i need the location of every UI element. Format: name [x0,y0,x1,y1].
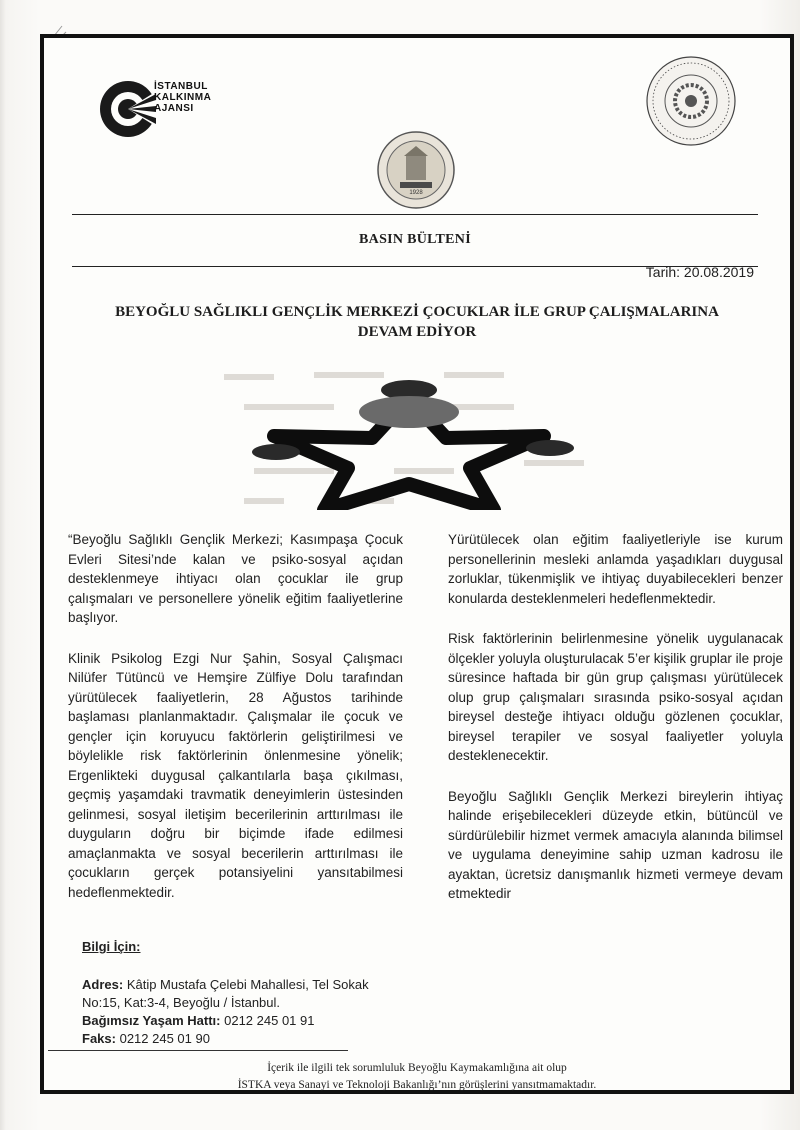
contact-fax [82,1030,422,1048]
contact-address [82,976,422,994]
body-left-column [68,530,403,923]
hotline-value: 0212 245 01 91 [224,1013,315,1028]
contact-hotline [82,1012,422,1030]
body-paragraph: Beyoğlu Sağlıklı Gençlik Merkezi bireylerin ihtiyaç halinde erişebilecekleri düzeyde etkin, bütüncül ve sürdürülebilir hizmet vermek amacıyla alanında bilimsel ve uygulama deneyimine sahip uzman kadrosu ile ayaktan, ücretsiz danışmanlık hizmeti vermeye devam etmektedir [448,788,783,901]
contact-title: Bilgi İçin: [82,939,141,954]
fax-label: Faks: [82,1031,116,1046]
agency-logo-text [154,81,212,114]
body-paragraph: “Beyoğlu Sağlıklı Gençlik Merkezi; Kasımpaşa Çocuk Evleri Sitesi’nde kalan ve psiko-sosyal açıdan desteklenmeye ihtiyacı olan çocuklar ile grup çalışmaları ve personellere yönelik eğitim faaliyetlerine başlıyor. [68,532,403,625]
body-paragraph: Yürütülecek olan eğitim faaliyetleriyle ise kurum personellerinin mesleki anlamda yaşadıkları duygusal zorluklar, tükenmişlik ve ihtiyaç duyabilecekleri benzer konularda desteklenmeleri hedeflenmektedir. [448,532,783,606]
group-star-illustration [194,360,624,510]
document-frame [40,34,794,1094]
body-right-column [448,530,783,925]
body-paragraph: Risk faktörlerinin belirlenmesine yönelik uygulanacak ölçekler yoluyla oluşturulacak 5’er kişilik gruplar ile proje süresince haftada bir gün grup çalışması yürütülecek olup grup çalışmaları sırasında psiko-sosyal açıdan bireysel desteğe ihtiyacı olduğu gözlenen çocuklar, bireysel terapiler ve sosyal faaliyetler yoluyla desteklenecektir. [448,631,783,763]
address-label: Adres: [82,977,124,992]
disclaimer-line-1: İçerik ile ilgili tek sorumluluk Beyoğlu Kaymakamlığına ait olup [267,1062,567,1074]
body-paragraph: Klinik Psikolog Ezgi Nur Şahin, Sosyal Çalışmacı Nilüfer Tütüncü ve Hemşire Zülfiye Dolu tarafından yürütülecek faaliyetlerin, 28 Ağustos tarihinde başlaması planlanmaktadır. Çalışmalar ile çocuk ve gençler için koruyucu faktörlerin geliştirilmesi ve böylelikle risk faktörlerinin önlenmesine yönelik; Ergenlikteki duygusal çalkantılarla başa çıkılması, geçmiş yaşamdaki travmatik deneyimlerin üstesinden gelinmesi, sosyal iletişim becerilerinin arttırılması ile duyguların doğru bir biçimde ifade edilmesi amaçlanmakta ve sosyal becerilerin arttırılması ile çocukların gerçek potansiyelini yansıtabilmesi hedeflenmektedir. [68,650,403,900]
footer-rule [48,1050,348,1051]
contact-info [82,938,422,1048]
agency-logo-line-3: AJANSI [154,103,194,114]
seal-year: 1928 [409,190,423,196]
fax-value: 0212 245 01 90 [119,1031,210,1046]
disclaimer-line-2: İSTKA veya Sanayi ve Teknoloji Bakanlığı’nın görüşlerini yansıtmamaktadır. [237,1079,597,1091]
address-line-2: No:15, Kat:3-4, Beyoğlu / İstanbul. [82,995,281,1010]
beyoglu-kaymakamligi-seal [376,130,456,210]
star-figure [252,380,574,510]
headline-line-2: DEVAM EDİYOR [357,324,477,340]
agency-logo-line-1: İSTANBUL [154,81,208,92]
disclaimer-footer [44,1060,790,1094]
sanayi-ve-teknoloji-bakanligi-seal [645,55,737,147]
headline-line-1: BEYOĞLU SAĞLIKLI GENÇLİK MERKEZİ ÇOCUKLAR İLE GRUP ÇALIŞMALARINA [115,304,719,320]
address-line-1: Kâtip Mustafa Çelebi Mahallesi, Tel Sokak [126,977,369,992]
document-type: BASIN BÜLTENİ [359,232,471,247]
headline [84,302,750,342]
header-rule [72,214,758,215]
agency-logo-line-2: KALKINMA [154,92,212,103]
document-date: Tarih: 20.08.2019 [645,264,754,280]
hotline-label: Bağımsız Yaşam Hattı: [82,1013,221,1028]
